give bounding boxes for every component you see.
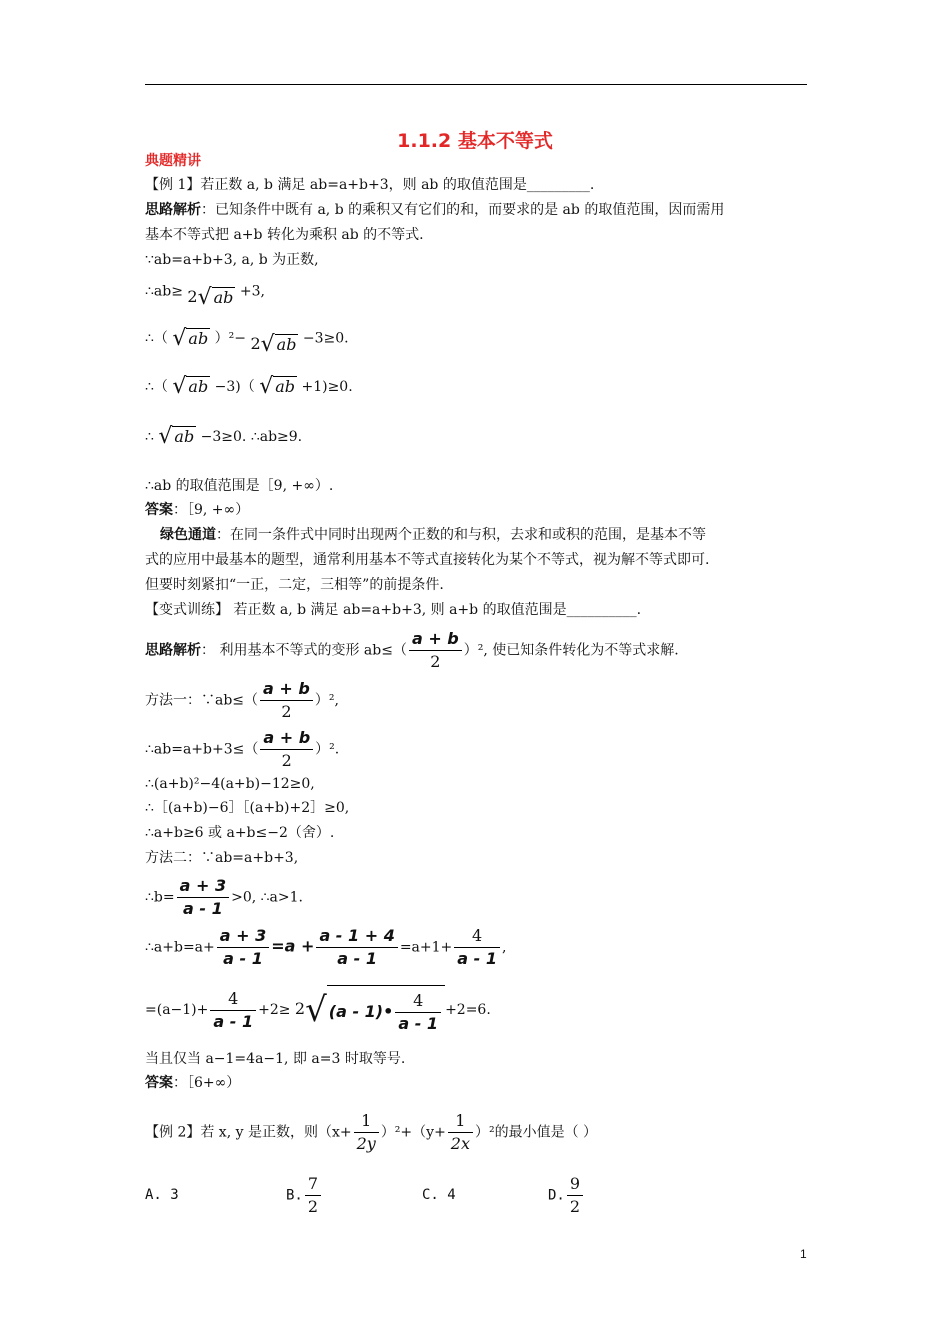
option-d: [548, 1173, 585, 1218]
step-3-prefix: ∴（: [145, 330, 168, 347]
fraction: [454, 925, 500, 970]
method-2-step-3: [145, 985, 491, 1035]
m7-prefix: ∴b=: [145, 889, 175, 906]
denominator: 2: [569, 1197, 581, 1216]
numerator: 4: [454, 925, 500, 948]
method-1-suffix: ）²,: [314, 692, 339, 709]
fraction: [177, 875, 229, 920]
answer-2-label: 答案: [145, 1075, 173, 1091]
sqrt-expr: √ ab: [172, 374, 209, 399]
radicand: ab: [276, 335, 297, 354]
analysis-line-2: 基本不等式把 a+b 转化为乘积 ab 的不等式.: [145, 227, 424, 243]
step-6: ∴ab 的取值范围是［9, +∞）.: [145, 478, 334, 494]
coef: 2: [294, 999, 306, 1018]
page-number: 1: [800, 1247, 807, 1261]
method-1: [145, 678, 339, 723]
header-rule: [145, 84, 807, 85]
fraction: [567, 1173, 583, 1218]
option-b-label: B.: [286, 1187, 303, 1204]
method-2: 方法二：∵ab=a+b+3,: [145, 850, 299, 866]
numerator: 4: [210, 988, 256, 1011]
denominator: 2: [307, 1197, 319, 1216]
analysis-line-1: [145, 201, 724, 219]
numerator: 9: [567, 1173, 583, 1196]
green-line-3: 但要时刻紧扣“一正，二定，三相等”的前提条件.: [145, 577, 444, 593]
radicand: ab: [275, 377, 296, 396]
radicand: ab: [213, 288, 234, 307]
fraction: [260, 678, 313, 723]
numerator: a - 1 + 4: [316, 925, 397, 948]
fraction: [354, 1110, 379, 1155]
step-4-suffix: +1)≥0.: [301, 379, 353, 395]
denominator: 2: [281, 751, 292, 770]
coef: 2: [187, 287, 198, 306]
green-line-1: [160, 526, 706, 544]
step-3-suffix: −3≥0.: [302, 330, 349, 347]
method-step-2: [145, 727, 339, 772]
variant-analysis-label: 思路解析: [145, 642, 201, 659]
numerator: a + b: [260, 727, 313, 750]
m9-prefix: =(a−1)+: [145, 1002, 209, 1018]
variant-analysis-text-a: ： 利用基本不等式的变形 ab≤（: [201, 642, 407, 659]
numerator: 1: [354, 1110, 379, 1133]
denominator: 2x: [450, 1134, 470, 1153]
example-2-question: [145, 1110, 597, 1155]
sqrt-expr: 2√ ab: [250, 332, 297, 357]
option-c: C. 4: [422, 1187, 456, 1203]
ex2-text-a: 【例 2】若 x, y 是正数，则（x+: [145, 1124, 352, 1141]
fraction: [305, 1173, 321, 1218]
analysis-text-1: ：已知条件中既有 a, b 的乘积又有它们的和，而要求的是 ab 的取值范围，因而需用: [201, 202, 725, 218]
m8-mid: =a+1+: [399, 939, 453, 956]
sqrt-expr: √ ab: [158, 424, 195, 449]
option-a: A. 3: [145, 1187, 179, 1203]
fraction: [316, 925, 397, 970]
m7-suffix: >0, ∴a>1.: [231, 889, 303, 906]
method-step-4: ∴［(a+b)−6］［(a+b)+2］≥0,: [145, 800, 350, 816]
numerator: a + 3: [217, 925, 269, 948]
ex2-text-c: ）²的最小值是（ ）: [475, 1124, 598, 1141]
method-step-2-prefix: ∴ab=a+b+3≤（: [145, 741, 259, 758]
denominator: a - 1: [457, 949, 497, 968]
green-label: 绿色通道: [160, 527, 216, 543]
denominator: a - 1: [337, 949, 377, 968]
numerator: a + b: [409, 628, 462, 651]
numerator: 4: [395, 990, 441, 1013]
radicand: ab: [188, 328, 209, 348]
step-3: [145, 325, 349, 357]
method-step-5: ∴a+b≥6 或 a+b≤−2（舍）.: [145, 825, 335, 841]
step-4-mid: −3)（: [214, 379, 255, 395]
denominator: a - 1: [213, 1011, 254, 1031]
fraction: [217, 925, 269, 970]
fraction: [448, 1110, 473, 1155]
method-2-step-1: [145, 875, 303, 920]
denominator: 2: [281, 702, 292, 721]
eq-a-plus: =a +: [271, 936, 315, 956]
analysis-label: 思路解析: [145, 202, 201, 218]
m9-suffix: +2=6.: [445, 1002, 491, 1018]
section-heading: 典题精讲: [145, 153, 201, 169]
step-4: [145, 374, 353, 399]
step-3-mid: ）²−: [214, 330, 246, 347]
numerator: 7: [305, 1173, 321, 1196]
variant-analysis: [145, 628, 679, 673]
option-d-label: D.: [548, 1187, 565, 1204]
step-1: ∵ab=a+b+3, a, b 为正数,: [145, 252, 319, 268]
sqrt-expr: √ ab: [259, 374, 296, 399]
coef: 2: [250, 334, 261, 353]
radicand-factor: (a - 1)•: [328, 1002, 394, 1021]
fraction: [260, 727, 313, 772]
fraction: [395, 990, 441, 1035]
answer-2: [145, 1074, 240, 1092]
green-line-2: 式的应用中最基本的题型，通常利用基本不等式直接转化为某个不等式，视为解不等式即可.: [145, 552, 710, 568]
denominator: 2: [430, 652, 441, 671]
m8-prefix: ∴a+b=a+: [145, 939, 215, 956]
step-5: [145, 424, 303, 449]
step-2: [145, 282, 265, 310]
numerator: a + 3: [177, 875, 229, 898]
denominator: 2y: [356, 1134, 376, 1153]
fraction: [210, 988, 256, 1033]
radicand: ab: [188, 377, 209, 396]
fraction: [409, 628, 462, 673]
green-text-1: ：在同一条件式中同时出现两个正数的和与积，去求和或积的范围，是基本不等: [216, 527, 706, 543]
denominator: a - 1: [398, 1014, 439, 1033]
sqrt-expr: √ ab: [172, 325, 209, 351]
step-2-prefix: ∴ab≥: [145, 283, 183, 300]
answer-value: ：［9, +∞）: [173, 502, 250, 518]
answer-label: 答案: [145, 502, 173, 518]
sqrt-expr: 2√ (a - 1)• $\frac{4}{a - 1}$: [295, 985, 445, 1035]
denominator: a - 1: [182, 899, 223, 918]
method-1-prefix: 方法一：∵ab≤（: [145, 692, 259, 709]
step-2-suffix: +3,: [239, 283, 265, 300]
m9-mid: +2≥: [258, 1002, 291, 1018]
answer-2-value: ：［6+∞）: [173, 1075, 241, 1091]
method-step-2-suffix: ）².: [315, 741, 340, 758]
example-1-question: 【例 1】若正数 a, b 满足 ab=a+b+3，则 ab 的取值范围是_________.: [145, 177, 595, 193]
variant-question: 【变式训练】 若正数 a, b 满足 ab=a+b+3, 则 a+b 的取值范围是__________.: [145, 602, 642, 618]
variant-analysis-text-b: ）², 使已知条件转化为不等式求解.: [463, 642, 679, 659]
numerator: 1: [448, 1110, 473, 1133]
numerator: a + b: [260, 678, 313, 701]
radicand: ab: [174, 427, 195, 446]
step-5-prefix: ∴: [145, 429, 154, 445]
ex2-text-b: ）²+（y+: [380, 1124, 446, 1141]
step-5-suffix: −3≥0. ∴ab≥9.: [200, 429, 303, 445]
page-title: 1.1.2 基本不等式: [397, 130, 553, 152]
equality-condition: 当且仅当 a−1=4a−1, 即 a=3 时取等号.: [145, 1051, 406, 1067]
answer-1: [145, 501, 249, 519]
sqrt-expr: 2√ ab: [187, 285, 234, 310]
denominator: a - 1: [223, 949, 263, 968]
method-step-3: ∴(a+b)²−4(a+b)−12≥0,: [145, 776, 315, 792]
m8-suffix: ,: [502, 939, 507, 956]
option-b: [286, 1173, 323, 1218]
method-2-step-2: [145, 925, 506, 970]
step-4-prefix: ∴（: [145, 379, 168, 395]
